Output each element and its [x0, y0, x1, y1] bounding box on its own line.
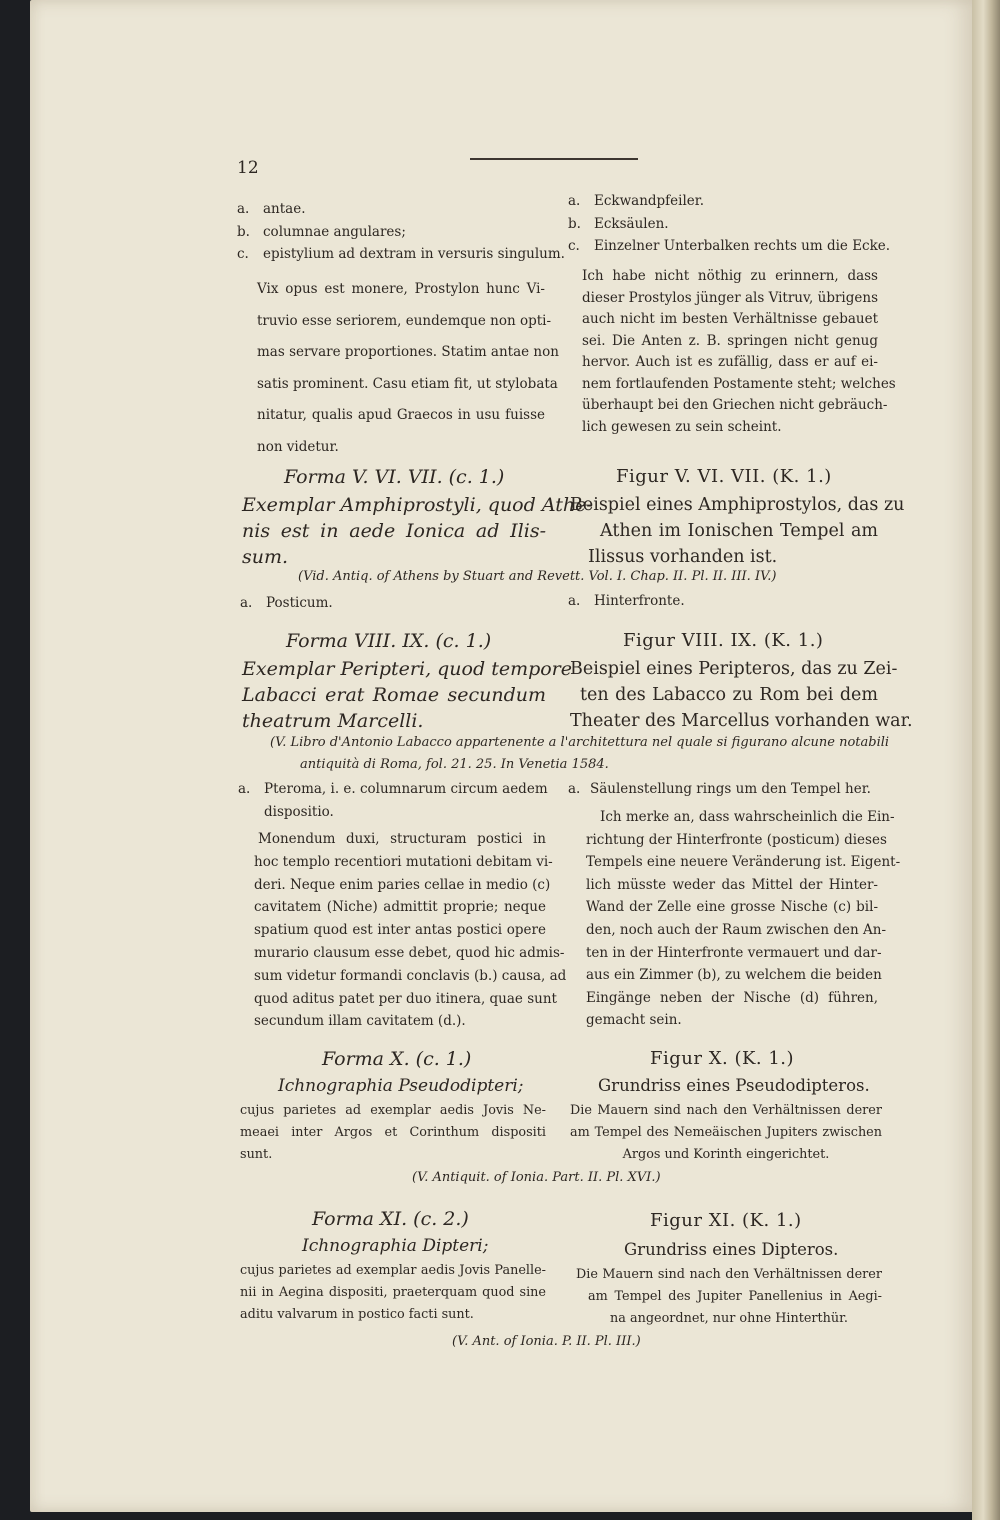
list-item: a. Eckwandpfeiler. — [568, 193, 705, 209]
list-item-posticum: a. Posticum. — [240, 595, 333, 611]
paragraph-latin-1: Vix opus est monere, Prostylon hunc Vi- truvio esse seriorem, eundemque non opti- mas servare proportiones. Statim antae non satis prominent. Casu etiam fit, ut stylobata nitatur, qualis apud Graecos in usu fuisse non videtur. — [257, 281, 559, 455]
list-item: a. antae. — [237, 201, 306, 217]
title-german-amphiprostylos: Beispiel eines Amphiprostylos, das zu Athen im Ionischen Tempel am Ilissus vorhanden ist. — [570, 495, 905, 567]
list-item-pteroma: a. Pteroma, i. e. columnarum circum aedem dispositio. — [238, 781, 548, 820]
paragraph-latin-2: Monendum duxi, structuram postici in hoc templo recentiori mutationi debitam vi- deri. Neque enim paries cellae in medio (c) cavitatem (Niche) admittit proprie; neque spatium quod est inter antas postici opere murario clausum esse debet, quod hic admis- sum videtur formandi conclavis (b.) causa, ad quod aditus patet per duo itinera, quae sunt secundum illam cavitatem (d.). — [254, 831, 567, 1030]
subheading-dipteros: Grundriss eines Dipteros. — [624, 1240, 839, 1259]
subheading-pseudodipteri: Ichnographia Pseudodipteri; — [278, 1076, 524, 1096]
heading-forma-11: Forma XI. (c. 2.) — [312, 1208, 469, 1230]
legend-list-german — [568, 190, 891, 258]
title-german-peripteros: Beispiel eines Peripteros, das zu Zei- ten des Labacco zu Rom bei dem Theater des Marcellus vorhanden war. — [570, 659, 913, 731]
list-item: b. columnae angulares; — [237, 223, 406, 240]
reference-labacco-2: antiquità di Roma, fol. 21. 25. In Venetia 1584. — [300, 757, 609, 772]
list-item: c. Einzelner Unterbalken rechts um die Ecke. — [568, 238, 891, 254]
legend-list-latin — [237, 198, 565, 266]
reference-stuart-revett: (Vid. Antiq. of Athens by Stuart and Revett. Vol. I. Chap. II. Pl. II. III. IV.) — [298, 569, 777, 584]
page-number: 12 — [237, 158, 259, 178]
heading-figur-8-9: Figur VIII. IX. (K. 1.) — [623, 630, 824, 651]
text-latin-dipteros: cujus parietes ad exemplar aedis Jovis Panelle- nii in Aegina dispositi, praeterquam quod sine aditu valvarum in postico facti sunt. — [240, 1263, 546, 1322]
page-edges — [972, 0, 1000, 1520]
heading-forma-10: Forma X. (c. 1.) — [322, 1048, 472, 1070]
list-item: c. epistylium ad dextram in versuris singulum. — [237, 246, 565, 262]
text-german-dipteros: Die Mauern sind nach den Verhältnissen derer am Tempel des Jupiter Panellenius in Aegi- na angeordnet, nur ohne Hinterthür. — [576, 1267, 882, 1326]
title-latin-peripteros: Exemplar Peripteri, quod tempore Labacci erat Romae secundum theatrum Marcelli. — [242, 658, 573, 732]
text-german-pseudodipteros: Die Mauern sind nach den Verhältnissen derer am Tempel des Nemeäischen Jupiters zwischen Argos und Korinth eingerichtet. — [570, 1103, 882, 1162]
paragraph-german-2: Ich merke an, dass wahrscheinlich die Ein- richtung der Hinterfronte (posticum) dieses Tempels eine neuere Veränderung ist. Eigent- lich müsste weder das Mittel der Hinter- Wand der Zelle eine grosse Nische (c) bil- den, noch auch der Raum zwischen den An- ten in der Hinterfronte vermauert und dar- aus ein Zimmer (b), zu welchem die beiden Eingänge neben der Nische (d) führen, gemacht sein. — [586, 809, 901, 1029]
list-item-saeulenstellung: a. Säulenstellung rings um den Tempel her. — [568, 781, 871, 797]
text-latin-pseudodipteros: cujus parietes ad exemplar aedis Jovis Ne- meaei inter Argos et Corinthum dispositi sunt. — [240, 1103, 546, 1162]
heading-figur-5-7: Figur V. VI. VII. (K. 1.) — [616, 466, 832, 487]
list-item-hinterfronte: a. Hinterfronte. — [568, 593, 685, 609]
heading-forma-8-9: Forma VIII. IX. (c. 1.) — [286, 630, 492, 652]
title-latin-amphiprostylos: Exemplar Amphiprostyli, quod Athe- nis est in aede Ionica ad Ilis- sum. — [242, 494, 593, 568]
heading-figur-11: Figur XI. (K. 1.) — [650, 1210, 802, 1231]
header-rule — [470, 158, 638, 160]
list-item: b. Ecksäulen. — [568, 215, 669, 232]
subheading-dipteri: Ichnographia Dipteri; — [302, 1236, 489, 1256]
reference-ionia-xvi: (V. Antiquit. of Ionia. Part. II. Pl. XVI.) — [412, 1170, 661, 1185]
reference-labacco-1: (V. Libro d'Antonio Labacco appartenente a l'architettura nel quale si figurano alcune notabili — [270, 735, 890, 750]
paragraph-german-1: Ich habe nicht nöthig zu erinnern, dass dieser Prostylos jünger als Vitruv, übrigens auch nicht im besten Verhältnisse gebauet sei. Die Anten z. B. springen nicht genug hervor. Auch ist es zufällig, dass er auf ei- nem fortlaufenden Postamente steht; welches überhaupt bei den Griechen nicht gebräuch- lich gewesen zu sein scheint. — [582, 268, 896, 435]
reference-ionia-iii: (V. Ant. of Ionia. P. II. Pl. III.) — [452, 1334, 641, 1349]
subheading-pseudodipteros: Grundriss eines Pseudodipteros. — [598, 1076, 870, 1095]
heading-figur-10: Figur X. (K. 1.) — [650, 1048, 795, 1069]
heading-forma-5-7: Forma V. VI. VII. (c. 1.) — [284, 466, 505, 488]
